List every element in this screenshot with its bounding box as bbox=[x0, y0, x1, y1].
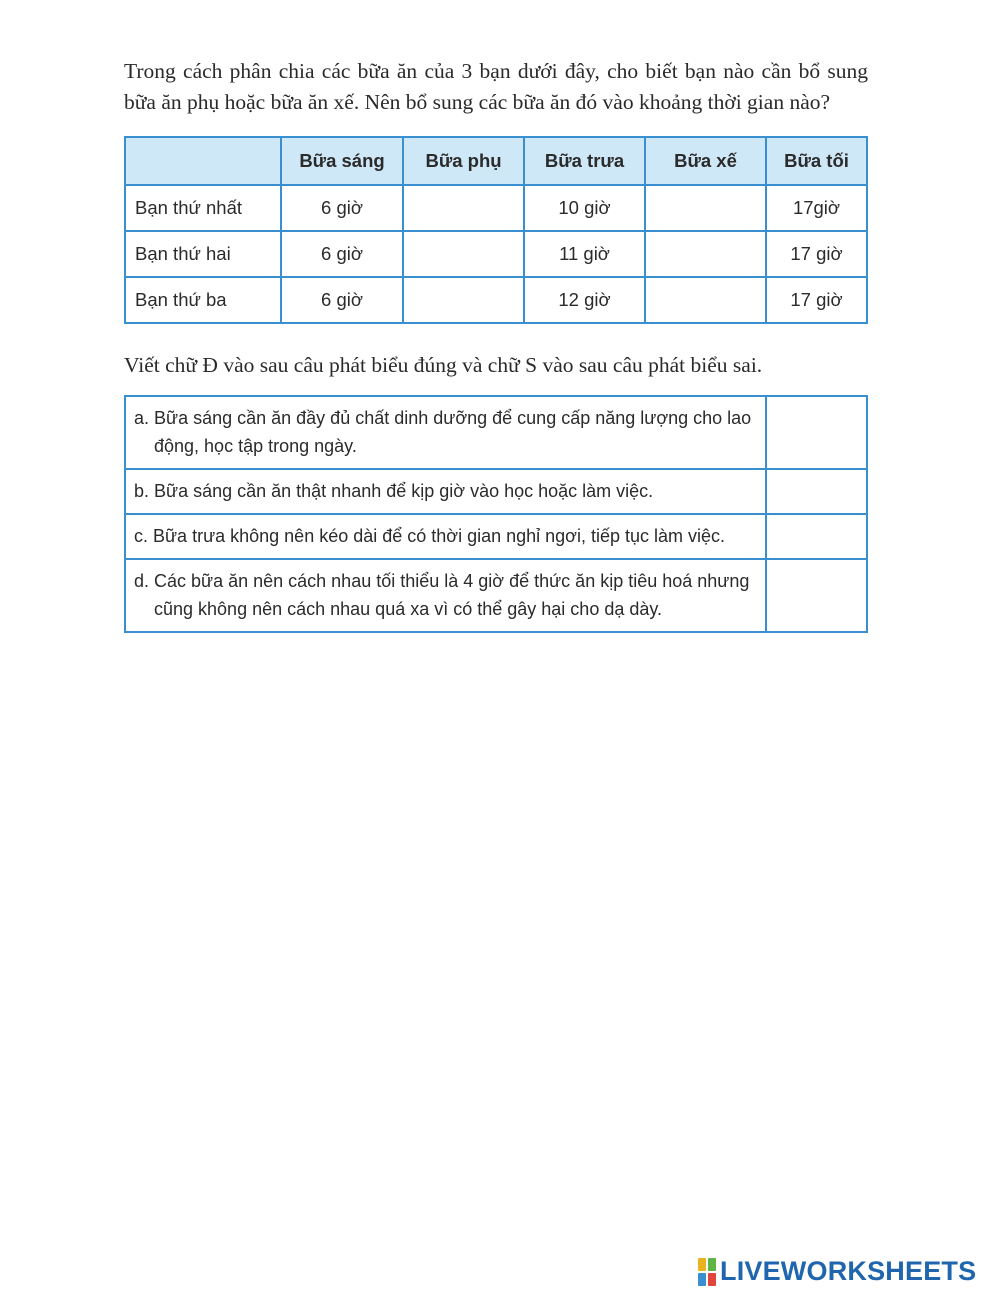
header-cell-afternoon-snack: Bữa xế bbox=[645, 137, 766, 185]
liveworksheets-logo bbox=[698, 1256, 976, 1287]
logo-text: LIVEWORKSHEETS bbox=[720, 1256, 977, 1286]
logo-mark-icon bbox=[698, 1258, 716, 1286]
breakfast-time: 6 giờ bbox=[281, 277, 403, 323]
dinner-time: 17 giờ bbox=[766, 231, 867, 277]
true-false-table bbox=[124, 395, 868, 633]
table-row bbox=[125, 231, 867, 277]
afternoon-snack-cell[interactable] bbox=[645, 185, 766, 231]
statement-text: b. Bữa sáng cần ăn thật nhanh để kịp giờ vào học hoặc làm việc. bbox=[134, 481, 654, 501]
lunch-time: 10 giờ bbox=[524, 185, 645, 231]
dinner-time: 17 giờ bbox=[766, 277, 867, 323]
row-label: Bạn thứ nhất bbox=[125, 185, 281, 231]
snack-time-cell[interactable] bbox=[403, 277, 524, 323]
table-row bbox=[125, 277, 867, 323]
answer-box[interactable] bbox=[766, 396, 867, 469]
statement-text: a. Bữa sáng cần ăn đầy đủ chất dinh dưỡng để cung cấp năng lượng cho lao động, học tập trong ngày. bbox=[134, 408, 752, 456]
dinner-time: 17giờ bbox=[766, 185, 867, 231]
snack-time-cell[interactable] bbox=[403, 231, 524, 277]
statement-cell bbox=[125, 514, 766, 559]
header-cell-breakfast: Bữa sáng bbox=[281, 137, 403, 185]
statement-text: d. Các bữa ăn nên cách nhau tối thiểu là 4 giờ để thức ăn kịp tiêu hoá nhưng cũng không nên cách nhau quá xa vì có thể gây hại cho dạ dày. bbox=[134, 571, 750, 619]
statement-cell bbox=[125, 396, 766, 469]
answer-box[interactable] bbox=[766, 514, 867, 559]
statement-row bbox=[125, 559, 867, 632]
snack-time-cell[interactable] bbox=[403, 185, 524, 231]
header-cell-snack: Bữa phụ bbox=[403, 137, 524, 185]
meal-schedule-table bbox=[124, 136, 868, 324]
lunch-time: 11 giờ bbox=[524, 231, 645, 277]
afternoon-snack-cell[interactable] bbox=[645, 231, 766, 277]
answer-box[interactable] bbox=[766, 559, 867, 632]
intro-question: Trong cách phân chia các bữa ăn của 3 bạn dưới đây, cho biết bạn nào cần bổ sung bữa ăn phụ hoặc bữa ăn xế. Nên bổ sung các bữa ăn đó vào khoảng thời gian nào? bbox=[124, 59, 868, 114]
instruction-text: Viết chữ Đ vào sau câu phát biểu đúng và chữ S vào sau câu phát biểu sai. bbox=[124, 353, 763, 377]
statement-row bbox=[125, 396, 867, 469]
header-cell-lunch: Bữa trưa bbox=[524, 137, 645, 185]
table-row bbox=[125, 185, 867, 231]
answer-box[interactable] bbox=[766, 469, 867, 514]
header-cell-dinner: Bữa tối bbox=[766, 137, 867, 185]
statement-cell bbox=[125, 469, 766, 514]
row-label: Bạn thứ hai bbox=[125, 231, 281, 277]
header-cell-empty bbox=[125, 137, 281, 185]
worksheet-page bbox=[124, 56, 868, 633]
table-header-row bbox=[125, 137, 867, 185]
row-label: Bạn thứ ba bbox=[125, 277, 281, 323]
afternoon-snack-cell[interactable] bbox=[645, 277, 766, 323]
statement-text: c. Bữa trưa không nên kéo dài để có thời gian nghỉ ngơi, tiếp tục làm việc. bbox=[134, 526, 726, 546]
lunch-time: 12 giờ bbox=[524, 277, 645, 323]
breakfast-time: 6 giờ bbox=[281, 185, 403, 231]
statement-row bbox=[125, 514, 867, 559]
breakfast-time: 6 giờ bbox=[281, 231, 403, 277]
statement-row bbox=[125, 469, 867, 514]
statement-cell bbox=[125, 559, 766, 632]
